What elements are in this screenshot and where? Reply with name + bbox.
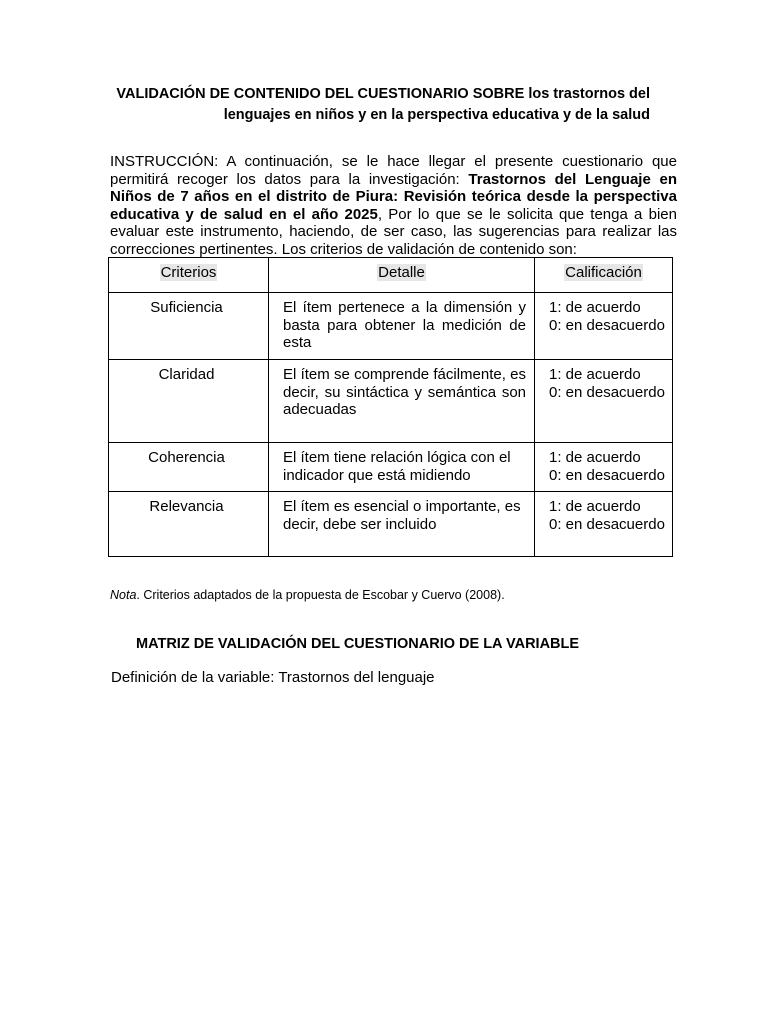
criterio-cell: Claridad — [109, 360, 269, 443]
instruction-paragraph — [110, 153, 677, 259]
cal-agree: 1: de acuerdo — [549, 366, 641, 383]
criteria-table — [108, 257, 673, 557]
cal-agree: 1: de acuerdo — [549, 498, 641, 515]
criterio-cell: Relevancia — [109, 492, 269, 557]
header-criterios: Criterios — [109, 258, 269, 293]
table-row — [109, 443, 673, 492]
note-text: . Criterios adaptados de la propuesta de Escobar y Cuervo (2008). — [136, 588, 505, 602]
detalle-cell: El ítem pertenece a la dimensión y basta para obtener la medición de esta — [269, 293, 535, 360]
cal-disagree: 0: en desacuerdo — [549, 515, 665, 533]
table-row — [109, 492, 673, 557]
criterio-cell: Coherencia — [109, 443, 269, 492]
table-header-row — [109, 258, 673, 293]
cal-disagree: 0: en desacuerdo — [549, 316, 665, 334]
calificacion-cell — [535, 293, 673, 360]
cal-disagree: 0: en desacuerdo — [549, 383, 665, 401]
header-detalle: Detalle — [269, 258, 535, 293]
instruction-research-title: Trastornos del Lenguaje en Niños de 7 años en el distrito de Piura: Revisión teórica desde la perspectiva educativa y de salud en el año 2025 — [110, 170, 677, 223]
instruction-tail: , Por lo que se le solicita que tenga a bien evaluar este instrumento, haciendo, de ser caso, las sugerencias para realizar las correcciones pertinentes. Los criterios de validación de contenido son: — [110, 205, 677, 258]
cal-agree: 1: de acuerdo — [549, 449, 641, 466]
detalle-cell: El ítem es esencial o importante, es decir, debe ser incluido — [269, 492, 535, 557]
matrix-title: MATRIZ DE VALIDACIÓN DEL CUESTIONARIO DE LA VARIABLE — [136, 636, 580, 652]
criterio-cell: Suficiencia — [109, 293, 269, 360]
cal-disagree: 0: en desacuerdo — [549, 466, 665, 484]
detalle-cell: El ítem tiene relación lógica con el indicador que está midiendo — [269, 443, 535, 492]
calificacion-cell — [535, 360, 673, 443]
note-label: Nota — [110, 588, 137, 602]
table-row — [109, 360, 673, 443]
instruction-lead: INSTRUCCIÓN: A continuación, se le hace llegar el presente cuestionario que permitirá recoger los datos para la investigación: — [110, 153, 677, 188]
variable-definition: Definición de la variable: Trastornos del lenguaje — [111, 669, 435, 686]
table-note — [110, 588, 505, 603]
cal-agree: 1: de acuerdo — [549, 299, 641, 316]
calificacion-cell — [535, 492, 673, 557]
calificacion-cell — [535, 443, 673, 492]
header-calificacion: Calificación — [535, 258, 673, 293]
table-row — [109, 293, 673, 360]
document-title: VALIDACIÓN DE CONTENIDO DEL CUESTIONARIO SOBRE los trastornos del lenguajes en niños y en la perspectiva educativa y de la salud — [116, 86, 650, 123]
detalle-cell: El ítem se comprende fácilmente, es decir, su sintáctica y semántica son adecuadas — [269, 360, 535, 443]
